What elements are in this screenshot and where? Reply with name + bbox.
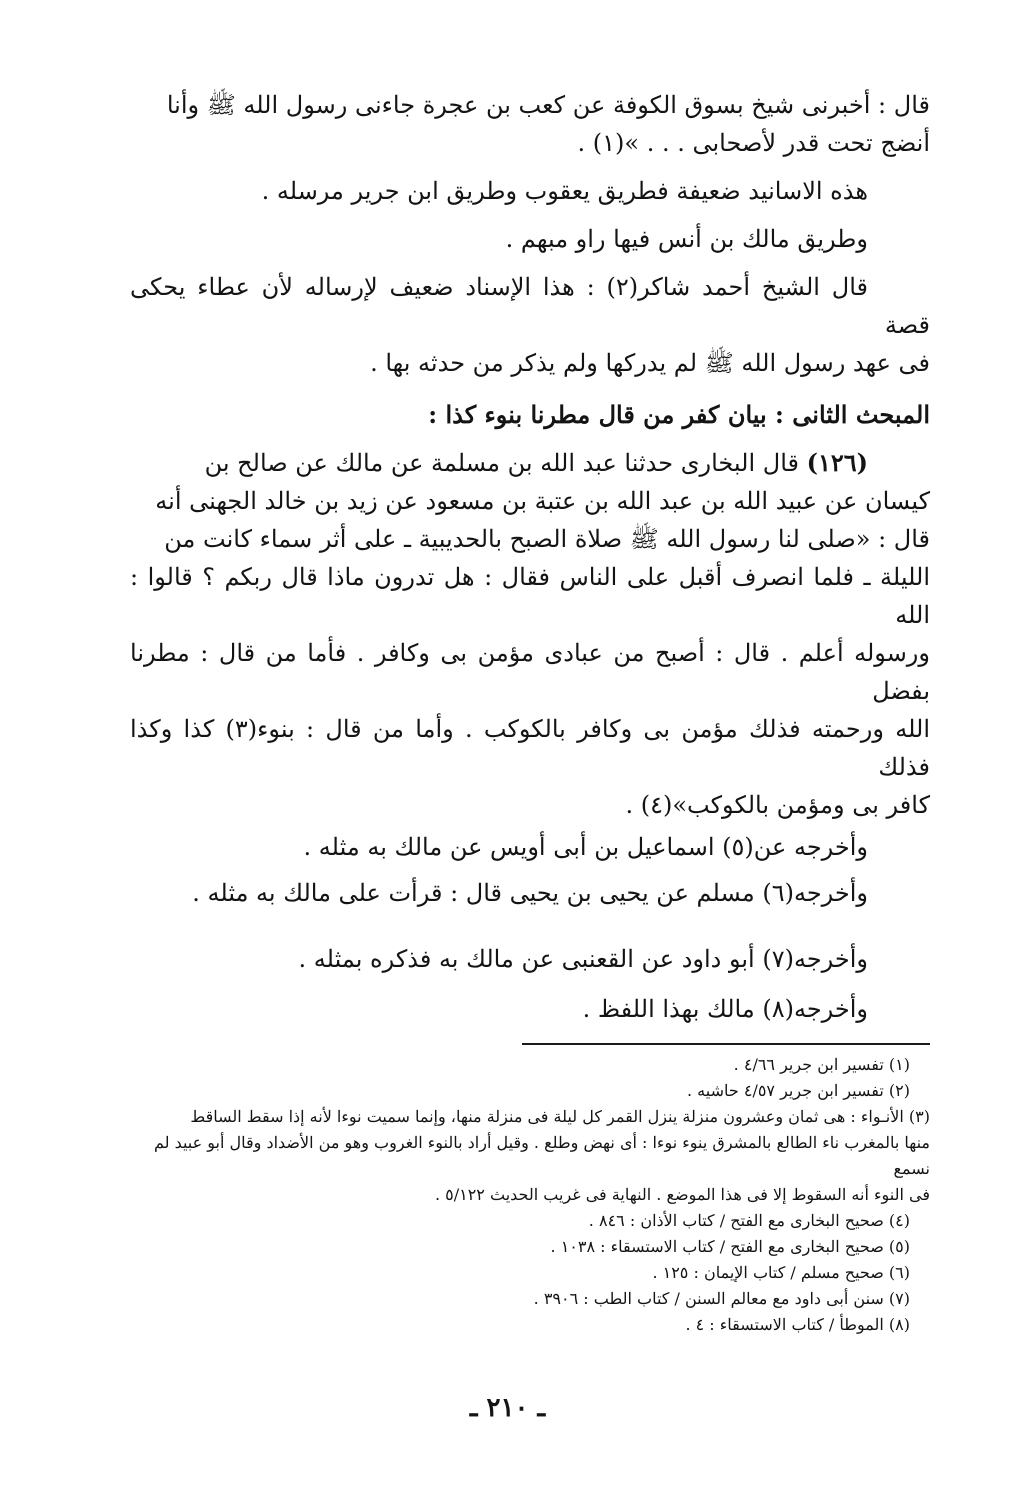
hadith-line-6: الله ورحمته فذلك مؤمن بى وكافر بالكوكب . وأما من قال : بنوء(٣) كذا وكذا فذلك [130,715,930,781]
paragraph-4-line-2: فى عهد رسول الله ﷺ لم يدركها ولم يذكر من حدثه بها . [370,349,930,377]
footnote-6: (٦) صحيح مسلم / كتاب الإيمان : ١٢٥ . [652,1263,910,1282]
footnote-5: (٥) صحيح البخارى مع الفتح / كتاب الاستسقاء : ١٠٣٨ . [550,1237,910,1256]
footnote-separator [522,1043,930,1045]
hadith-line-7: كافر بى ومؤمن بالكوكب»(٤) . [625,791,930,819]
footnote-3-line-1: (٣) الأنـواء : هى ثمان وعشرون منزلة ينزل القمر كل ليلة فى منزلة منها، وإنما سميت نوءا لأنه إذا سقط الساقط [190,1107,930,1126]
footnote-3-line-3: فى النوء أنه السقوط إلا فى هذا الموضع . النهاية فى غريب الحديث ٥/١٢٢ . [434,1185,930,1204]
footnote-7: (٧) سنن أبى داود مع معالم السنن / كتاب الطب : ٣٩٠٦ . [533,1289,910,1308]
page-number: ـ ٢١٠ ـ [469,1393,546,1423]
hadith-line-2: كيسان عن عبيد الله بن عبد الله بن عتبة بن مسعود عن زيد بن خالد الجهنى أنه [155,487,930,515]
takhrij-2: وأخرجه(٦) مسلم عن يحيى بن يحيى قال : قرأت على مالك به مثله . [192,879,868,907]
takhrij-1: وأخرجه عن(٥) اسماعيل بن أبى أويس عن مالك به مثله . [303,833,868,861]
hadith-number: (١٢٦) [806,448,868,477]
footnotes [130,1052,930,1338]
hadith-line-1 [130,444,930,482]
hadith-line-4: الليلة ـ فلما انصرف أقبل على الناس فقال : هل تدرون ماذا قال ربكم ؟ قالوا : الله [130,563,930,629]
paragraph-1-line-1: قال : أخبرنى شيخ بسوق الكوفة عن كعب بن عجرة جاءنى رسول الله ﷺ وأنا [166,91,930,119]
footnote-2: (٢) تفسير ابن جرير ٤/٥٧ حاشيه . [687,1081,910,1100]
paragraph-4-line-1: قال الشيخ أحمد شاكر(٢) : هذا الإسناد ضعيف لإرساله لأن عطاء يحكى قصة [130,273,930,339]
section-heading: المبحث الثانى : بيان كفر من قال مطرنا بنوء كذا : [428,400,930,429]
footnote-4: (٤) صحيح البخارى مع الفتح / كتاب الأذان : ٨٤٦ . [588,1211,910,1230]
takhrij-3: وأخرجه(٧) أبو داود عن القعنبى عن مالك به فذكره بمثله . [298,945,868,973]
takhrij-4: وأخرجه(٨) مالك بهذا اللفظ . [582,995,868,1023]
hadith-line-5: ورسوله أعلم . قال : أصبح من عبادى مؤمن بى وكافر . فأما من قال : مطرنا بفضل [130,639,930,705]
paragraph-1-line-2: أنضج تحت قدر لأصحابى . . . »(١) . [577,129,930,157]
footnote-8: (٨) الموطأ / كتاب الاستسقاء : ٤ . [685,1315,910,1334]
footnote-3-line-2: منها بالمغرب ناء الطالع بالمشرق ينوء نوءا : أى نهض وطلع . وقيل أراد بالنوء الغروب وهو من الأضداد وقال أبو عبيد لم نسمع [153,1133,930,1178]
hadith-line-1-text: قال البخارى حدثنا عبد الله بن مسلمة عن مالك عن صالح بن [204,449,807,477]
main-text [130,86,930,1028]
hadith-line-3: قال : «صلى لنا رسول الله ﷺ صلاة الصبح بالحديبية ـ على أثر سماء كانت من [164,525,930,553]
footnote-1: (١) تفسير ابن جرير ٤/٦٦ . [733,1055,910,1074]
paragraph-2: هذه الاسانيد ضعيفة فطريق يعقوب وطريق ابن جرير مرسله . [261,177,868,205]
paragraph-3: وطريق مالك بن أنس فيها راو مبهم . [505,225,868,253]
